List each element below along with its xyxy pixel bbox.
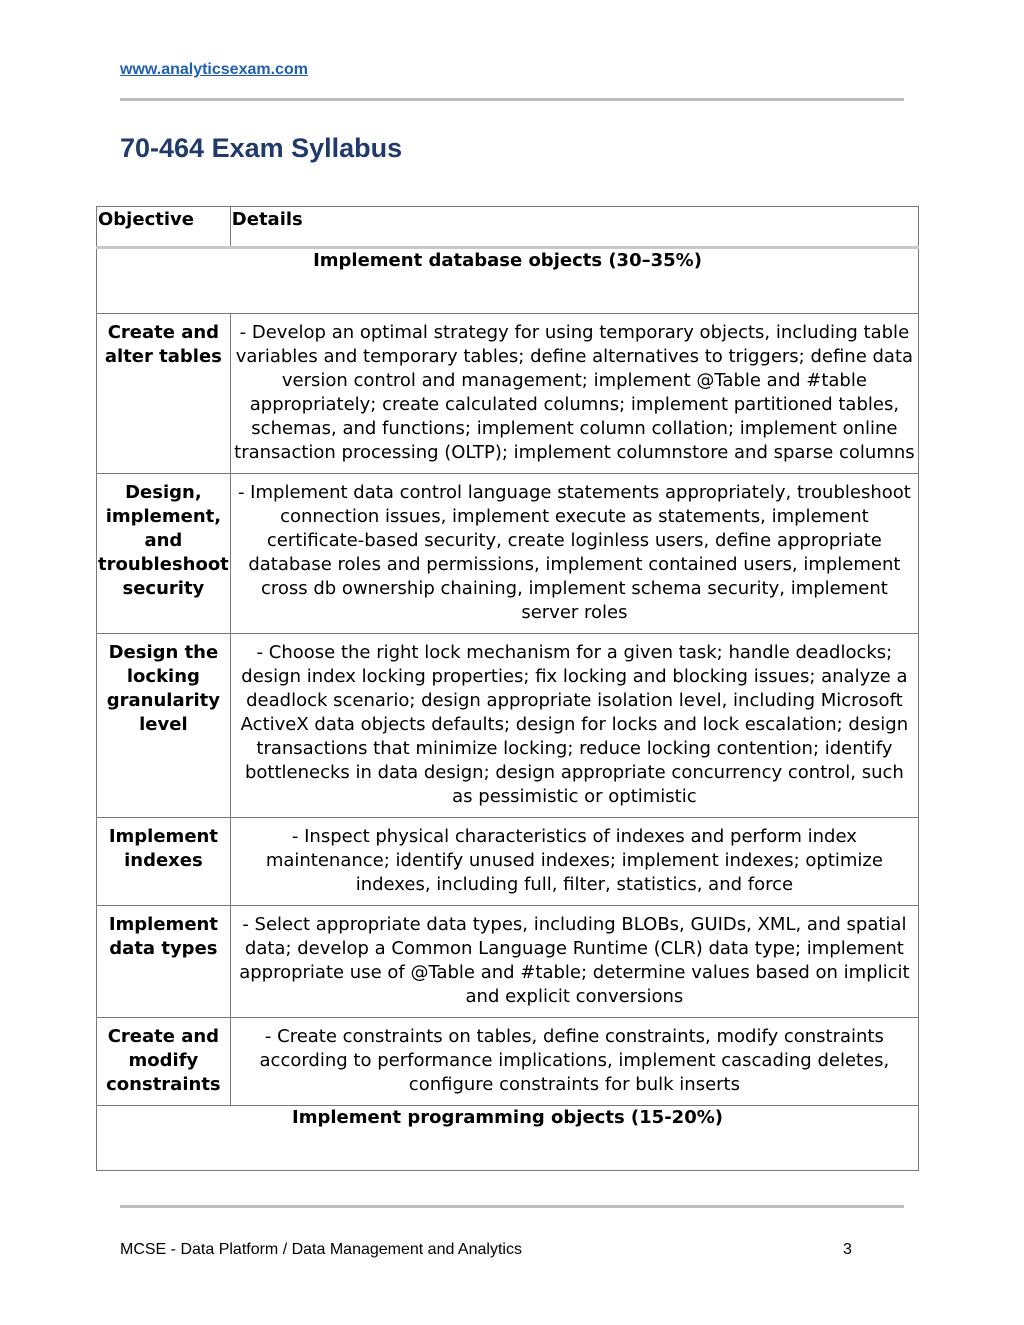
details-cell: - Inspect physical characteristics of indexes and perform index maintenance; identify unused indexes; implement indexes; optimize indexes, including full, filter, statistics, and force bbox=[230, 818, 918, 906]
details-cell: - Develop an optimal strategy for using temporary objects, including table variables and temporary tables; define alternatives to triggers; define data version control and management; implement @Table and #table appropriately; create calculated columns; implement partitioned tables, schemas, and functions; implement column collation; implement online transaction processing (OLTP); implement columnstore and sparse columns bbox=[230, 314, 918, 474]
header-objective: Objective bbox=[97, 207, 231, 248]
objective-cell: Design the locking granularity level bbox=[97, 634, 231, 818]
table-row bbox=[97, 314, 919, 474]
page-title: 70-464 Exam Syllabus bbox=[120, 133, 403, 163]
table-row bbox=[97, 474, 919, 634]
objective-cell: Create and modify constraints bbox=[97, 1018, 231, 1106]
details-cell: - Create constraints on tables, define constraints, modify constraints according to performance implications, implement cascading deletes, configure constraints for bulk inserts bbox=[230, 1018, 918, 1106]
section-heading: Implement programming objects (15-20%) bbox=[97, 1106, 919, 1171]
section-heading-row bbox=[97, 1106, 919, 1171]
section-heading: Implement database objects (30–35%) bbox=[97, 248, 919, 314]
table-header-row bbox=[97, 207, 919, 248]
section-heading-row bbox=[97, 248, 919, 314]
details-cell: - Select appropriate data types, including BLOBs, GUIDs, XML, and spatial data; develop a Common Language Runtime (CLR) data type; implement appropriate use of @Table and #table; determine values based on implicit and explicit conversions bbox=[230, 906, 918, 1018]
details-cell: - Choose the right lock mechanism for a given task; handle deadlocks; design index locking properties; fix locking and blocking issues; analyze a deadlock scenario; design appropriate isolation level, including Microsoft ActiveX data objects defaults; design for locks and lock escalation; design transactions that minimize locking; reduce locking contention; identify bottlenecks in data design; design appropriate concurrency control, such as pessimistic or optimistic bbox=[230, 634, 918, 818]
objective-cell: Design, implement, and troubleshoot security bbox=[97, 474, 231, 634]
site-link[interactable]: www.analyticsexam.com bbox=[120, 61, 308, 78]
header-details: Details bbox=[230, 207, 918, 248]
table-row bbox=[97, 1018, 919, 1106]
objective-cell: Implement indexes bbox=[97, 818, 231, 906]
header-divider bbox=[120, 98, 904, 101]
details-cell: - Implement data control language statements appropriately, troubleshoot connection issues, implement execute as statements, implement certificate-based security, create loginless users, define appropriate database roles and permissions, implement contained users, implement cross db ownership chaining, implement schema security, implement server roles bbox=[230, 474, 918, 634]
footer-text: MCSE - Data Platform / Data Management and Analytics bbox=[120, 1241, 522, 1258]
syllabus-table bbox=[96, 206, 919, 1171]
page-number: 3 bbox=[843, 1241, 852, 1258]
table-row bbox=[97, 818, 919, 906]
objective-cell: Create and alter tables bbox=[97, 314, 231, 474]
table-row bbox=[97, 906, 919, 1018]
footer-divider bbox=[120, 1205, 904, 1208]
table-row bbox=[97, 634, 919, 818]
objective-cell: Implement data types bbox=[97, 906, 231, 1018]
